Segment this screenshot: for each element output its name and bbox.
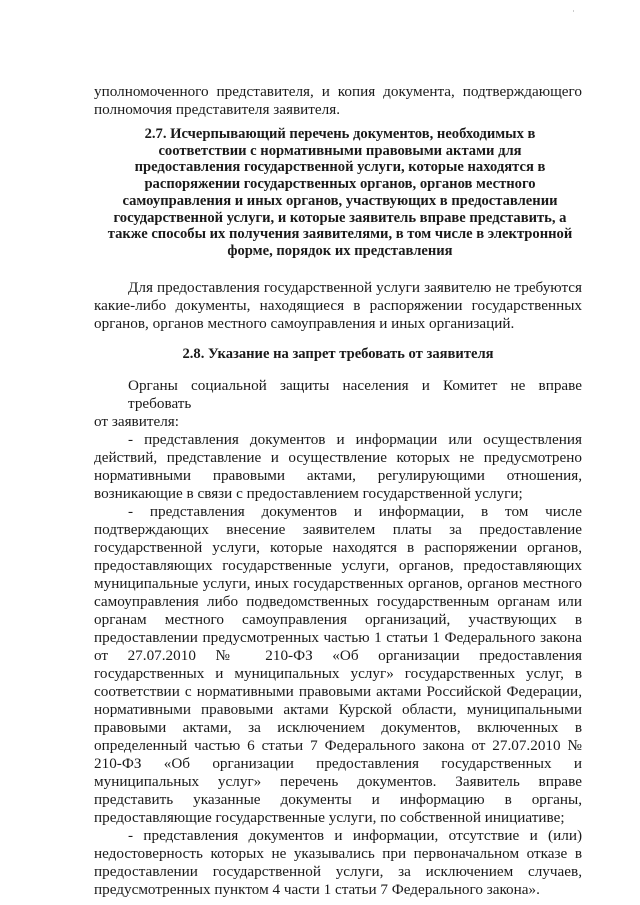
text-line: нормативными правовыми актами, регулирующими отношения, [94,467,582,484]
heading-line: самоуправления и иных органов, участвующих в предоставлении [122,192,558,209]
text-line: предоставлении предусмотренных частью 1 статьи 1 Федерального закона [94,629,582,646]
heading-line: государственной услуги, и которые заявитель вправе представить, а [113,209,567,226]
section-2-7-heading [90,126,590,260]
heading-line: предоставления государственной услуги, которые находятся в [134,159,546,176]
text-line: уполномоченного представителя, и копия документа, подтверждающего [94,83,582,100]
section-2-8-body [94,377,582,899]
heading-line: соответствии с нормативными правовыми актами для [158,142,522,159]
text-line: действий, представление и осуществление которых не предусмотрено [94,449,582,466]
intro-paragraph [94,83,582,119]
text-line: органам местного самоуправления организаций, участвующих в [94,611,582,628]
text-line: государственных и муниципальных услуг» государственных услуг, в [94,665,582,682]
scan-mark: ˙ [571,10,576,21]
text-line: полномочия представителя заявителя. [94,101,340,118]
text-line: предусмотренных пунктом 4 части 1 статьи 7 Федерального закона». [94,881,540,898]
section-2-8-heading [94,346,582,363]
text-line: предоставлении государственной услуги, за исключением случаев, [94,863,582,880]
text-line: соответствии с нормативными правовыми актами Российской Федерации, [94,683,582,700]
text-line: муниципальные услуги, иных государственных органов, органов местного [94,575,582,592]
text-line: предоставляющие государственные услуги, по собственной инициативе; [94,809,565,826]
text-line: недостоверность которых не указывались при первоначальном отказе в [94,845,582,862]
text-line: Для предоставления государственной услуги заявителю не требуются [128,279,582,296]
text-line: правовыми актами, за исключением документов, включенных в [94,719,582,736]
text-line: возникающие в связи с предоставлением государственной услуги; [94,485,523,502]
heading-line: форме, порядок их представления [227,242,453,259]
text-line: самоуправления либо подведомственных государственным органам или [94,593,582,610]
text-line: представить указанные документы и информацию в органы, [94,791,582,808]
heading-line: 2.7. Исчерпывающий перечень документов, необходимых в [144,126,536,142]
text-line: какие-либо документы, находящиеся в распоряжении государственных [94,297,582,314]
text-line: предоставляющих государственные услуги, органов, предоставляющих [94,557,582,574]
list-item-line: - представления документов и информации, в том числе [128,503,582,520]
text-line: определенный частью 6 статьи 7 Федерального закона от 27.07.2010 № [94,737,582,754]
text-line: подтверждающих внесение заявителем платы за предоставление [94,521,582,538]
text-line: органов, органов местного самоуправления и иных организаций. [94,315,515,332]
text-line: от 27.07.2010 № 210-ФЗ «Об организации предоставления [94,647,582,664]
list-item-line: - представления документов и информации или осуществления [128,431,582,448]
heading-line: распоряжении государственных органов, органов местного [144,176,536,193]
section-2-7-body [94,279,582,333]
text-line: Органы социальной защиты населения и Комитет не вправе требовать [128,377,582,412]
text-line: муниципальных услуг» перечень документов. Заявитель вправе [94,773,582,790]
text-line: государственной услуги, которые находятся в распоряжении органов, [94,539,582,556]
text-line: 210-ФЗ «Об организации предоставления государственных и [94,755,582,772]
list-item-line: - представления документов и информации, отсутствие и (или) [128,827,582,844]
text-line: от заявителя: [94,413,180,430]
heading-line: 2.8. Указание на запрет требовать от заявителя [182,346,494,362]
heading-line: также способы их получения заявителями, в том числе в электронной [107,226,573,243]
text-line: нормативными правовыми актами Курской области, муниципальными [94,701,582,718]
